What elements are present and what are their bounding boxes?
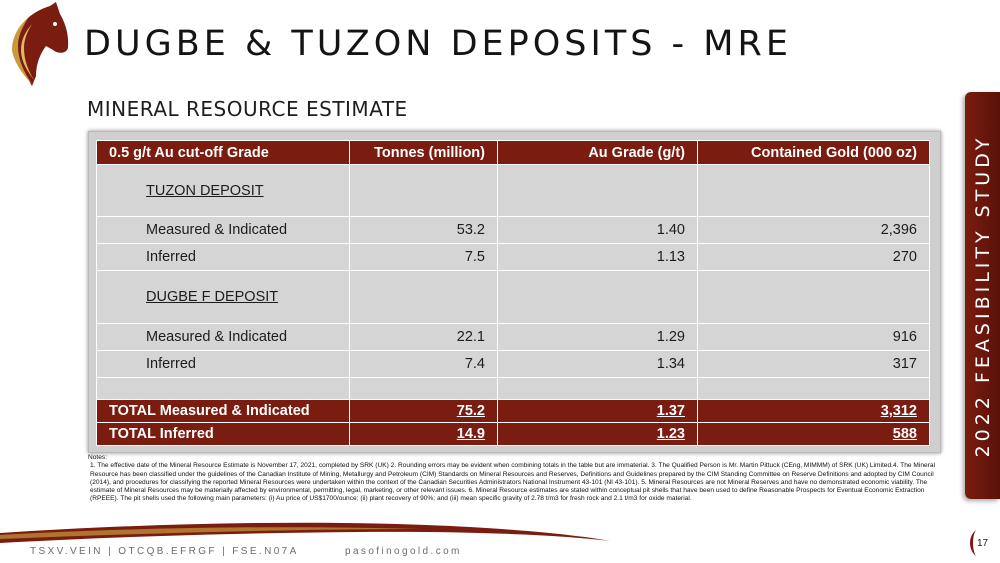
gold-cell: 317: [698, 351, 930, 378]
row-label: Measured & Indicated: [97, 324, 350, 351]
side-tab: [965, 92, 1000, 499]
grade-cell: 1.13: [498, 244, 698, 271]
total-grade: 1.23: [656, 426, 685, 442]
gold-cell: 916: [698, 324, 930, 351]
grade-cell: 1.34: [498, 351, 698, 378]
table-row: [97, 217, 930, 244]
total-gold: 588: [892, 426, 917, 442]
row-label: Measured & Indicated: [97, 217, 350, 244]
total-label: TOTAL Measured & Indicated: [97, 400, 350, 423]
footer-tickers: TSXV.VEIN | OTCQB.EFRGF | FSE.N07A: [30, 546, 299, 557]
table-row: [97, 324, 930, 351]
gold-cell: 2,396: [698, 217, 930, 244]
spacer-row: [97, 378, 930, 400]
total-gold: 3,312: [880, 403, 917, 419]
grade-cell: 1.40: [498, 217, 698, 244]
page-title: DUGBE & TUZON DEPOSITS - MRE: [84, 24, 792, 64]
notes-text: 1. The effective date of the Mineral Resource Estimate is November 17, 2021, completed by SRK (UK) 2. Rounding errors may be evident when combining totals in the table but are immaterial. 3. The Qualified Person is Mr. Martin Pittuck (CEng, MIMMM) of SRK (UK) Limited.4. The Mineral Resource has been classified under the guidelines of the Canadian Institute of Mining, Metallurgy and Petroleum (CIM) Standards on Mineral Resources and Reserves, Definitions and Guidelines prepared by the CIM Standing Committee on Reserve Definitions and adopted by CIM Council (2014), and procedures for classifying the reported Mineral Resources were undertaken within the context of the Canadian Securities Administrators National Instrument 43-101 (NI 43-101). 5. Mineral Resources are not Mineral Reserves and have no demonstrated economic viability. The estimate of Mineral Resources may be materially affected by environmental, permitting, legal, marketing, or other relevant issues. 6. Mineral Resource estimates are stated within conceptual pit shells that have been used to define Reasonable Prospects for Eventual Economic Extraction (RPEEE). The pit shells used the following main parameters: (i) Au price of US$1700/ounce; (ii) plant recovery of 90%; and (iii) mean specific gravity of 2.78 t/m3 for fresh rock and 2.1 t/m3 for oxide material.: [90, 462, 935, 503]
section-row: [97, 271, 930, 324]
tonnes-cell: 7.5: [350, 244, 498, 271]
total-tonnes: 75.2: [456, 403, 485, 419]
table-header-row: [97, 141, 930, 165]
table-row: [97, 244, 930, 271]
column-header: 0.5 g/t Au cut-off Grade: [97, 141, 350, 165]
row-label: Inferred: [97, 244, 350, 271]
gold-cell: 270: [698, 244, 930, 271]
tonnes-cell: 53.2: [350, 217, 498, 244]
section-subtitle: MINERAL RESOURCE ESTIMATE: [87, 97, 408, 121]
row-label: Inferred: [97, 351, 350, 378]
side-tab-label: 2022 FEASIBILITY STUDY: [971, 134, 994, 457]
notes: [88, 454, 940, 504]
total-row: [97, 400, 930, 423]
page-number: 17: [977, 538, 989, 549]
horse-head-logo-icon: [6, 2, 74, 88]
section-name: DUGBE F DEPOSIT: [97, 271, 350, 324]
notes-title: Notes:: [88, 454, 108, 461]
table-row: [97, 351, 930, 378]
tonnes-cell: 22.1: [350, 324, 498, 351]
total-grade: 1.37: [656, 403, 685, 419]
total-tonnes: 14.9: [456, 426, 485, 442]
mineral-resource-table: [96, 140, 930, 446]
total-label: TOTAL Inferred: [97, 423, 350, 446]
section-name: TUZON DEPOSIT: [97, 165, 350, 217]
grade-cell: 1.29: [498, 324, 698, 351]
section-row: [97, 165, 930, 217]
total-row: [97, 423, 930, 446]
column-header: Tonnes (million): [350, 141, 498, 165]
tonnes-cell: 7.4: [350, 351, 498, 378]
column-header: Au Grade (g/t): [498, 141, 698, 165]
column-header: Contained Gold (000 oz): [698, 141, 930, 165]
footer-website[interactable]: pasofinogold.com: [345, 546, 462, 557]
